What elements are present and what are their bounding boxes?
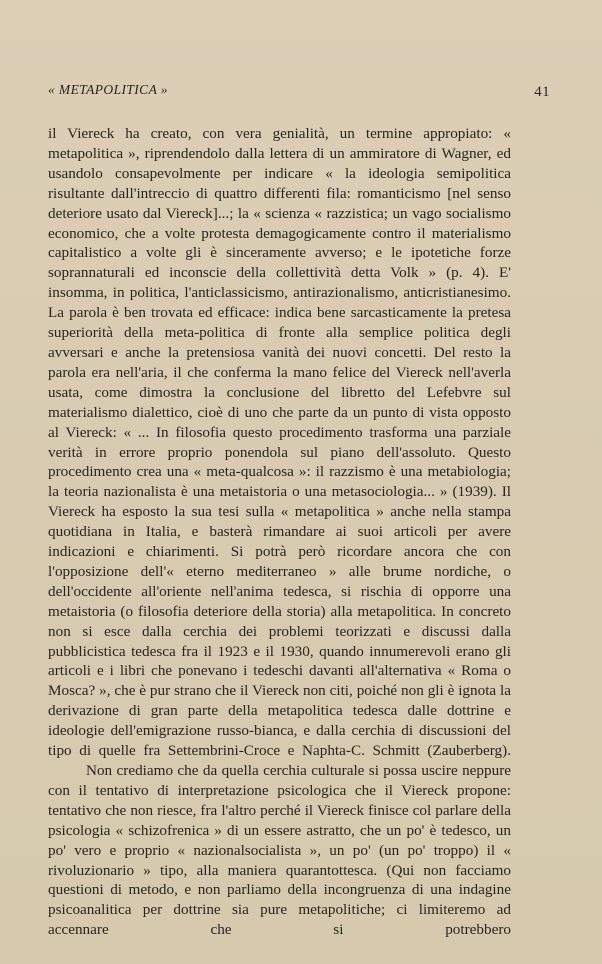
running-head-title: « METAPOLITICA » xyxy=(48,82,168,97)
paragraph: Non crediamo che da quella cerchia culturale si possa uscire neppure con il tentativo di interpretazione psicologica che il Viereck propone: tentativo che non riesce, fra l'altro perché il Viereck finisce col parlare della psicologia « schizofrenica » di un essere astratto, che un po' è tedesco, un po' vero e proprio « nazionalsocialista », un po' (un po' troppo) il « rivoluzionario » tipo, alla maniera quarantottesca. (Qui non facciamo questioni di metodo, e non parliamo della incongruenza di una indagine psicoanalitica per dottrine sia pure metapolitiche; ci limiteremo ad accennare che si potrebbero xyxy=(48,762,511,939)
paragraph: il Viereck ha creato, con vera genialità, un termine appropiato: « metapolitica », riprendendolo dalla lettera di un ammiratore di Wagner, ed usandolo consapevolmente per indicare « la ideologia semipolitica risultante dall'intreccio di quattro differenti fila: romanticismo [nel senso deteriore usato dal Viereck]...; la « scienza « razzistica; un vago socialismo economico, che a volte protesta demagogicamente contro il materialismo capitalistico a volte gli è sinceramente avverso; e le ipotetiche forze soprannaturali ed inconscie della collettività detta Volk » (p. 4). E' insomma, in politica, l'anticlassicismo, antirazionalismo, anticristianesimo. La parola è ben trovata ed efficace: indica bene sarcasticamente la pretesa superiorità della meta-politica di fronte alla semplice politica degli avversari e anche la pretensiosa vanità dei nuovi concetti. Del resto la parola era nell'aria, il che conferma la mano felice del Viereck nell'averla usata, come dimostra la conclusione del libretto del Lefebvre sul materialismo dialettico, cioè di uno che parte da un punto di vista opposto al Viereck: « ... In filosofia questo procedimento trasforma una parziale verità in errore proprio ponendola sul piano dell'assoluto. Questo procedimento crea una « meta-qualcosa »: il razzismo è una metabiologia; la teoria nazionalista è una metaistoria o una metasociologia... » (1939). Il Viereck ha esposto la sua tesi sulla « metapolitica » anche nella stampa quotidiana in Italia, e basterà rimandare ai suoi articoli per avere indicazioni e chiarimenti. Si potrà però ricordare ancora che con l'opposizione dell'« eterno mediterraneo » alle brume nordiche, o dell'occidente all'oriente nell'anima tedesca, si rischia di opporre una metaistoria (o filosofia deteriore della storia) alla metapolitica. In concreto non si esce dalla cerchia dei problemi teorizzati e discussi dalla pubblicistica tedesca fra il 1923 e il 1930, quando innumerevoli erano gli articoli e i libri che ponevano i tedeschi davanti all'alternativa « Roma o Mosca? », che è pur strano che il Viereck non citi, poiché non gli è ignota la derivazione di gran parte della metapolitica tedesca dalle dottrine e ideologie dell'emigrazione russo-bianca, e dalla cerchia di discussioni del tipo di quelle fra Settembrini-Croce e Naphta-C. Schmitt (Zauberberg). xyxy=(48,125,511,760)
page-number: 41 xyxy=(534,84,550,100)
body-text xyxy=(48,124,511,940)
running-head xyxy=(48,82,550,102)
